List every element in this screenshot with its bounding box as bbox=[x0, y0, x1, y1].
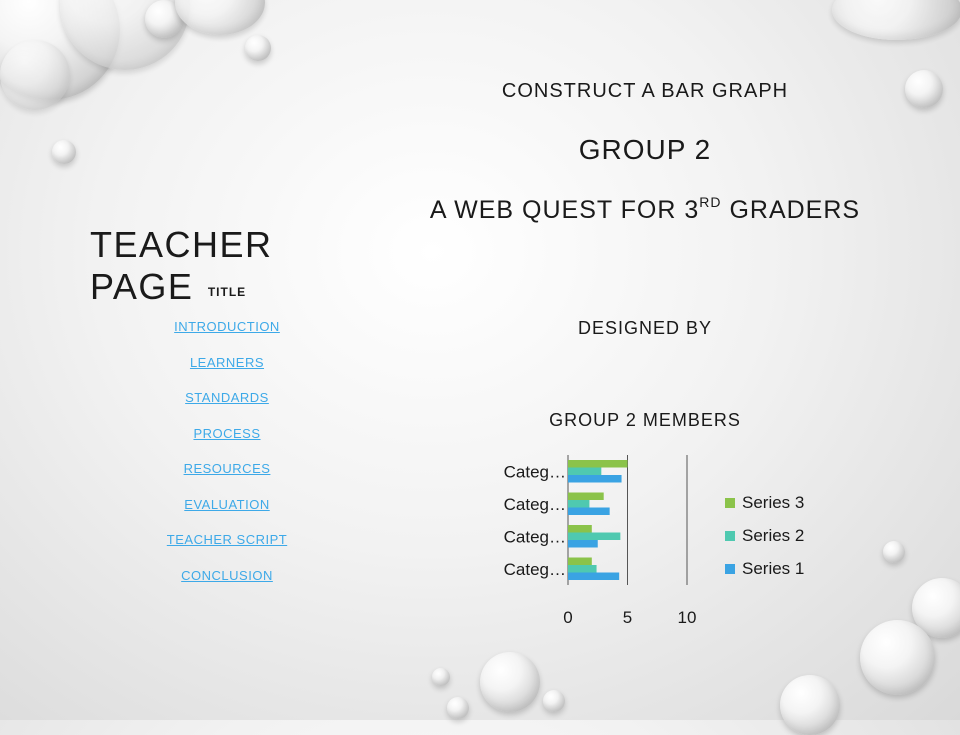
nav-link-process[interactable]: PROCESS bbox=[193, 425, 261, 441]
page-title: TEACHER PAGE bbox=[90, 224, 273, 307]
nav-title: TITLE bbox=[207, 285, 247, 299]
nav-link-standards[interactable]: STANDARDS bbox=[185, 390, 269, 405]
category-label: Categ… bbox=[503, 494, 566, 514]
water-drop-decoration bbox=[832, 0, 960, 40]
bar-series-2 bbox=[568, 565, 597, 573]
bar-series-3 bbox=[568, 558, 592, 566]
legend-label: Series 3 bbox=[742, 493, 805, 512]
water-drop-decoration bbox=[860, 620, 935, 695]
heading-webquest-text: A WEB QUEST FOR 3 bbox=[429, 196, 700, 224]
x-tick-label: 0 bbox=[563, 608, 573, 627]
water-drop-decoration bbox=[245, 35, 271, 61]
water-drop-decoration bbox=[175, 0, 265, 35]
x-tick-label: 10 bbox=[677, 608, 697, 627]
heading-webquest-ordinal: RD bbox=[699, 194, 722, 210]
legend-swatch bbox=[725, 531, 735, 541]
nav-menu bbox=[140, 285, 314, 603]
legend-swatch bbox=[725, 564, 735, 574]
nav-link-evaluation[interactable]: EVALUATION bbox=[184, 496, 270, 512]
water-drop-decoration bbox=[905, 70, 943, 108]
nav-link-resources[interactable]: RESOURCES bbox=[183, 461, 271, 476]
x-tick-label: 5 bbox=[622, 608, 633, 627]
nav-link-introduction[interactable]: INTRODUCTION bbox=[174, 319, 280, 334]
bar-series-2 bbox=[568, 468, 601, 476]
legend-label: Series 2 bbox=[742, 526, 805, 545]
water-drop-decoration bbox=[883, 541, 905, 563]
water-drop-decoration bbox=[432, 668, 450, 686]
legend-label: Series 1 bbox=[742, 559, 805, 578]
water-drop-decoration bbox=[543, 690, 565, 712]
heading-webquest-tail: GRADERS bbox=[721, 196, 861, 224]
bar-series-3 bbox=[568, 493, 604, 501]
group-members-label: GROUP 2 MEMBERS bbox=[549, 410, 741, 430]
nav-link-conclusion[interactable]: CONCLUSION bbox=[181, 567, 273, 583]
bar-series-1 bbox=[568, 573, 619, 581]
legend-swatch bbox=[725, 498, 735, 508]
bar-series-1 bbox=[568, 475, 622, 483]
bar-series-1 bbox=[568, 540, 598, 548]
category-label: Categ… bbox=[503, 462, 566, 482]
bar-chart bbox=[470, 440, 840, 640]
bar-series-3 bbox=[568, 460, 628, 468]
water-drop-decoration bbox=[480, 652, 540, 712]
nav-link-teacher-script[interactable]: TEACHER SCRIPT bbox=[166, 532, 288, 547]
designed-by-label: DESIGNED BY bbox=[577, 318, 713, 338]
bar-series-3 bbox=[568, 525, 592, 533]
category-label: Categ… bbox=[503, 559, 566, 579]
water-drop-decoration bbox=[0, 40, 70, 110]
nav-link-learners[interactable]: LEARNERS bbox=[189, 354, 265, 370]
bar-series-2 bbox=[568, 533, 620, 541]
bar-series-1 bbox=[568, 508, 610, 516]
heading-group: GROUP 2 bbox=[578, 134, 712, 165]
water-drop-decoration bbox=[447, 697, 469, 719]
heading-webquest bbox=[400, 196, 890, 225]
bar-series-2 bbox=[568, 500, 589, 508]
water-drop-decoration bbox=[780, 675, 840, 735]
water-drop-decoration bbox=[52, 140, 76, 164]
heading-construct: CONSTRUCT A BAR GRAPH bbox=[501, 80, 789, 102]
category-label: Categ… bbox=[503, 527, 566, 547]
